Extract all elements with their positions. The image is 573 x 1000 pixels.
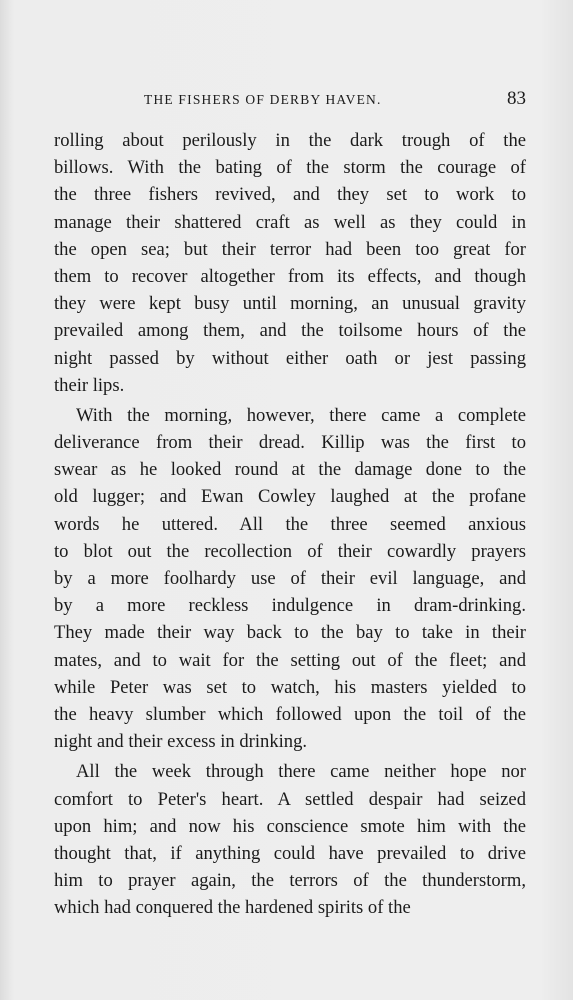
text-line: night passed by without either oath or jest passing — [54, 347, 526, 369]
text-line: upon him; and now his conscience smote him with the — [54, 815, 526, 837]
text-line: mates, and to wait for the setting out of the fleet; and — [54, 649, 526, 671]
running-title: THE FISHERS OF DERBY HAVEN. — [144, 92, 382, 107]
page-number: 83 — [507, 88, 526, 109]
text-line: him to prayer again, the terrors of the thunderstorm, — [54, 870, 526, 892]
text-line: by a more reckless indulgence in dram-drinking. — [54, 595, 526, 617]
text-line: they were kept busy until morning, an unusual gravity — [54, 293, 526, 315]
text-line: thought that, if anything could have prevailed to drive — [54, 842, 526, 864]
paragraph — [54, 758, 526, 921]
paragraph — [54, 402, 526, 755]
text-line: old lugger; and Ewan Cowley laughed at the profane — [54, 486, 526, 508]
text-line: manage their shattered craft as well as they could in — [54, 211, 526, 233]
running-head — [54, 88, 526, 112]
text-line: the three fishers revived, and they set to work to — [54, 184, 526, 206]
text-line: which had conquered the hardened spirits of the — [54, 897, 411, 919]
text-line: their lips. — [54, 374, 125, 396]
text-line: prevailed among them, and the toilsome hours of the — [54, 320, 526, 342]
text-line: comfort to Peter's heart. A settled despair had seized — [54, 788, 526, 810]
text-line: by a more foolhardy use of their evil language, and — [54, 568, 526, 589]
text-line: deliverance from their dread. Killip was the first to — [54, 432, 526, 454]
text-line: All the week through there came neither hope nor — [76, 761, 526, 783]
text-line: the heavy slumber which followed upon the toil of the — [54, 703, 526, 725]
text-line: rolling about perilously in the dark trough of the — [54, 130, 526, 151]
text-line: words he uttered. All the three seemed anxious — [54, 513, 526, 535]
text-line: night and their excess in drinking. — [54, 731, 308, 753]
text-line: They made their way back to the bay to take in their — [54, 622, 526, 644]
text-line: swear as he looked round at the damage done to the — [54, 459, 526, 481]
text-line: to blot out the recollection of their cowardly prayers — [54, 540, 526, 562]
text-line: billows. With the bating of the storm the courage of — [54, 157, 526, 179]
body-text — [54, 127, 526, 921]
text-line: With the morning, however, there came a complete — [76, 404, 526, 426]
text-line: while Peter was set to watch, his masters yielded to — [54, 676, 526, 698]
paragraph — [54, 127, 526, 399]
text-line: them to recover altogether from its effects, and though — [54, 265, 526, 287]
text-line: the open sea; but their terror had been too great for — [54, 238, 526, 260]
